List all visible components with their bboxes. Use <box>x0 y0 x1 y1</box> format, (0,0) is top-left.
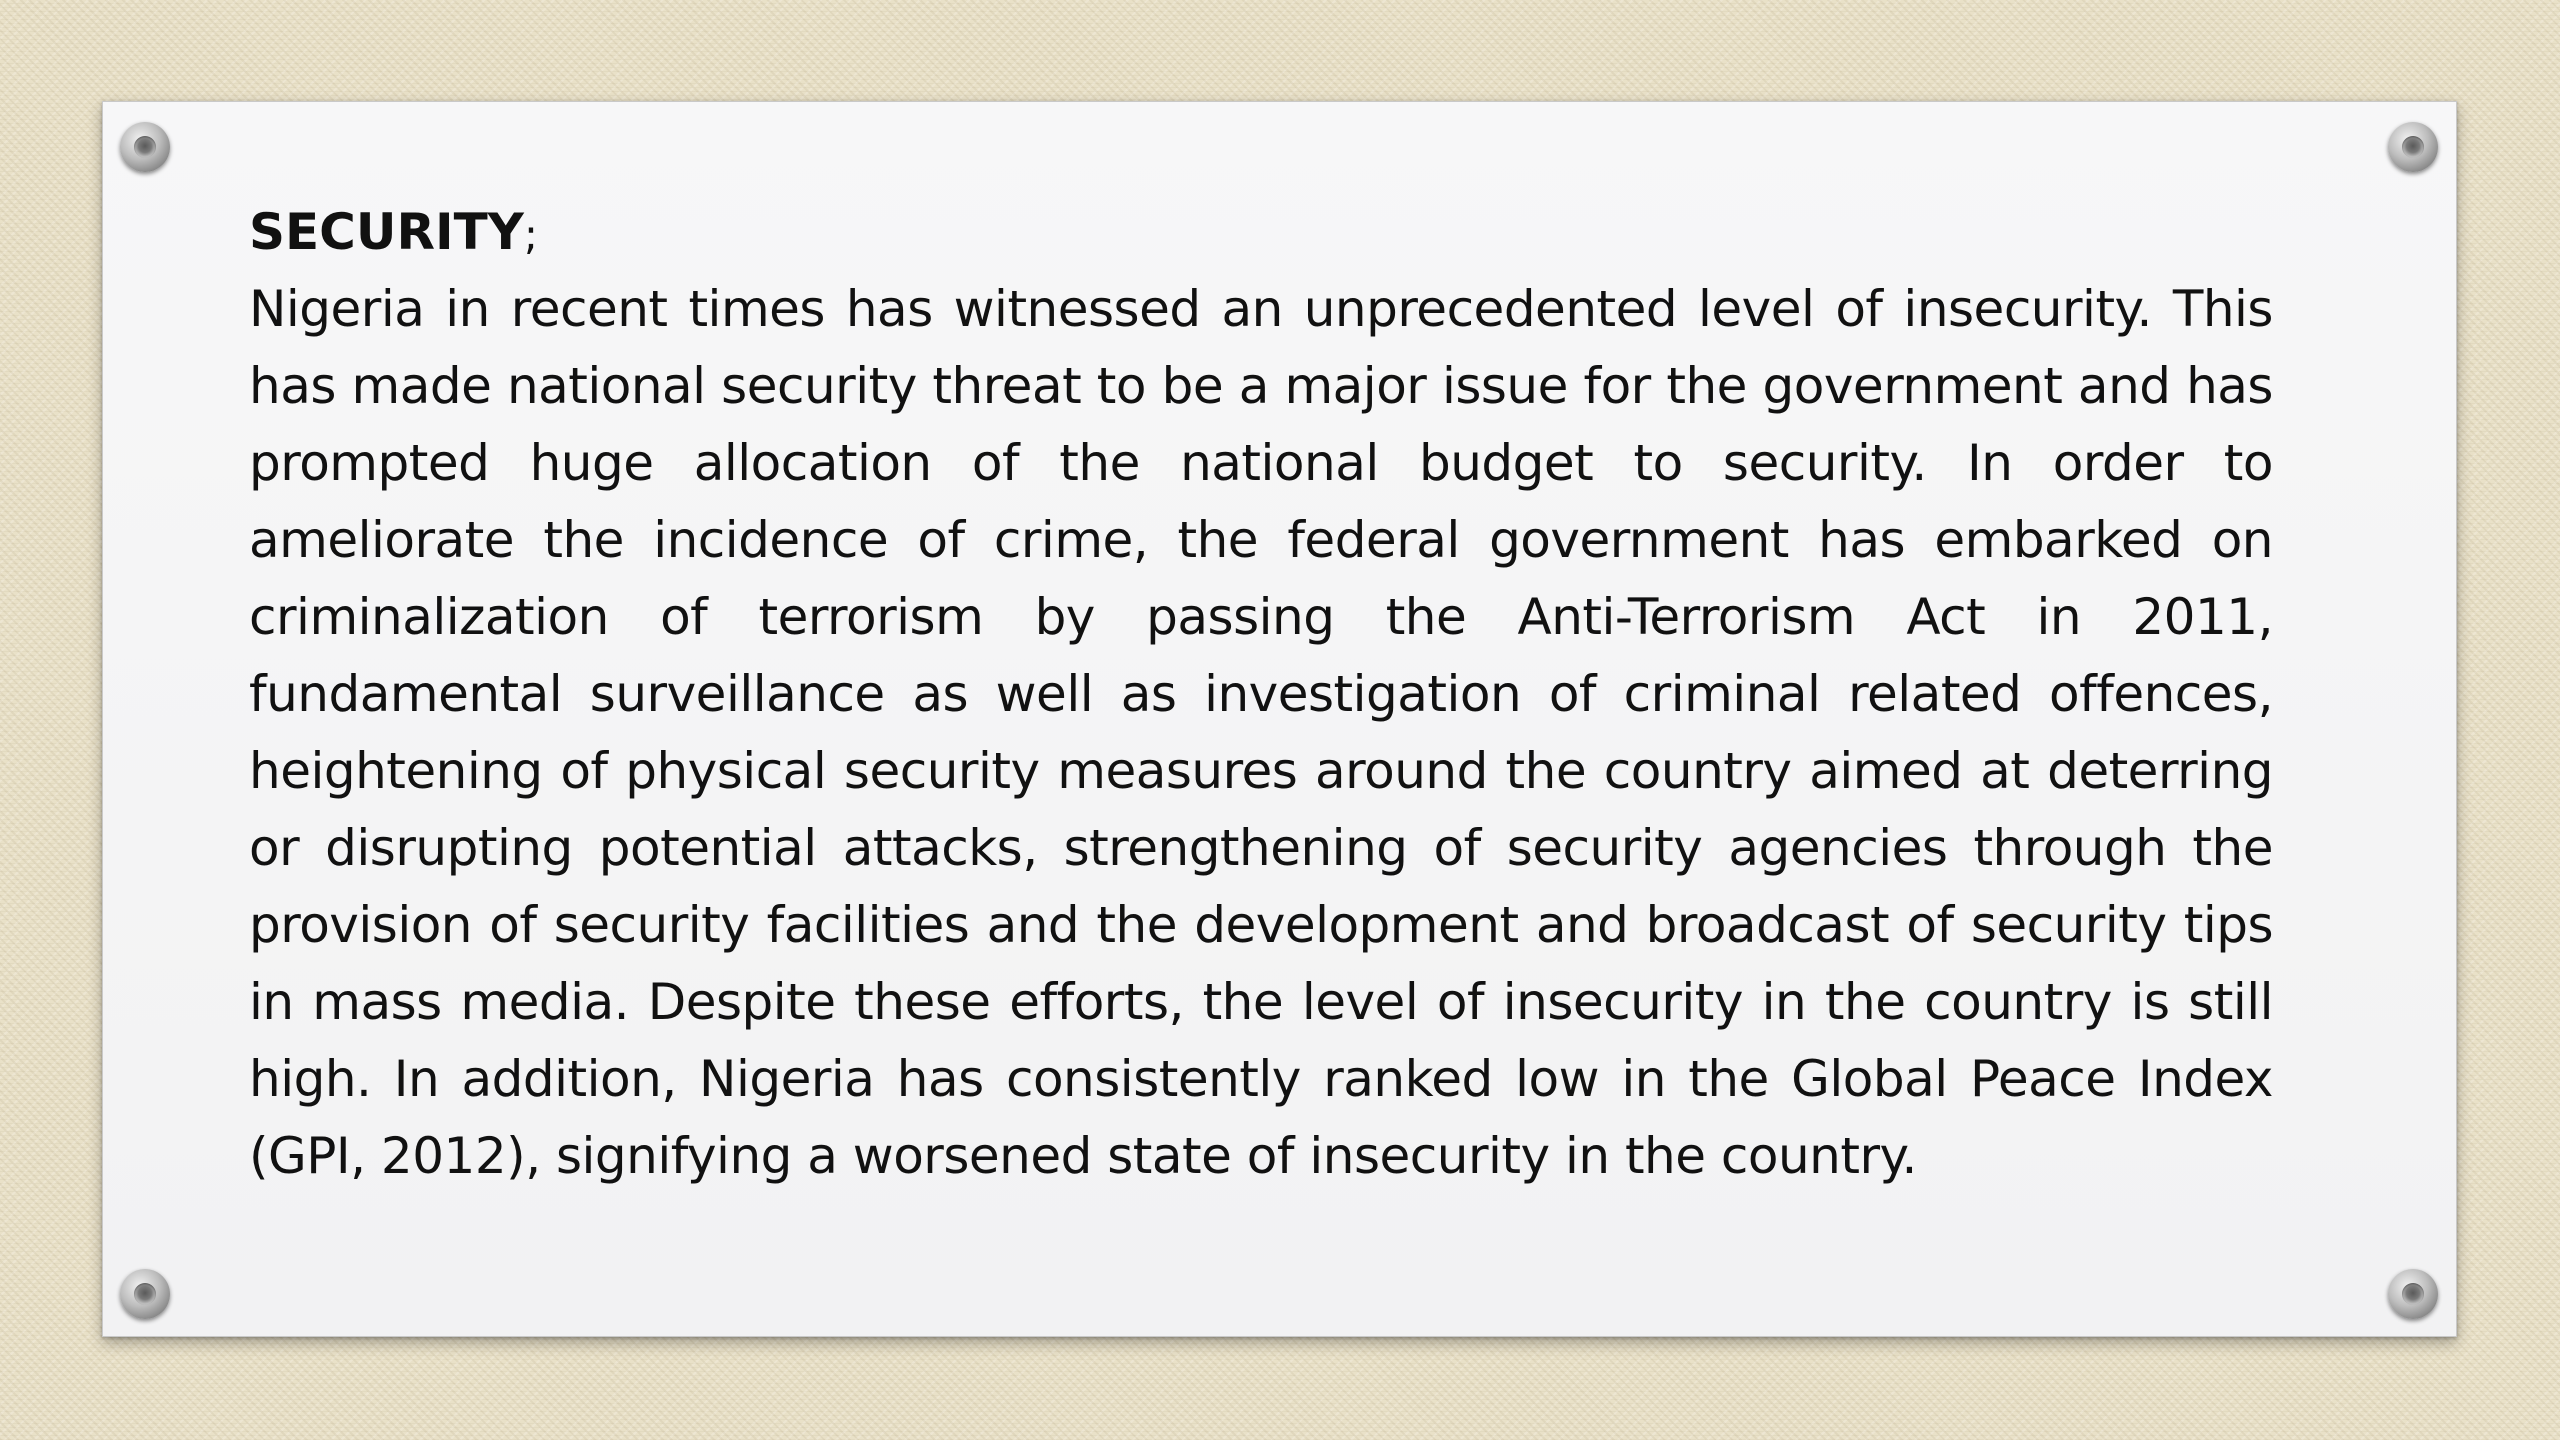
slide-content <box>249 194 2273 1195</box>
rivet-icon-top-right <box>2388 122 2438 172</box>
rivet-icon-top-left <box>120 122 170 172</box>
rivet-icon-bottom-left <box>120 1269 170 1319</box>
content-panel <box>102 101 2457 1337</box>
body-paragraph: Nigeria in recent times has witnessed an unprecedented level of insecurity. This has made national security threat to be a major issue for the government and has prompted huge allocation of the national budget to security. In order to ameliorate the incidence of crime, the federal government has embarked on criminalization of terrorism by passing the Anti-Terrorism Act in 2011, fundamental surveillance as well as investigation of criminal related offences, heightening of physical security measures around the country aimed at deterring or disrupting potential attacks, strengthening of security agencies through the provision of security facilities and the development and broadcast of security tips in mass media. Despite these efforts, the level of insecurity in the country is still high. In addition, Nigeria has consistently ranked low in the Global Peace Index (GPI, 2012), signifying a worsened state of insecurity in the country. <box>249 280 2273 1185</box>
slide-heading <box>249 194 2273 271</box>
heading-title: SECURITY <box>249 203 524 261</box>
heading-punctuation: ; <box>523 210 539 259</box>
rivet-icon-bottom-right <box>2388 1269 2438 1319</box>
